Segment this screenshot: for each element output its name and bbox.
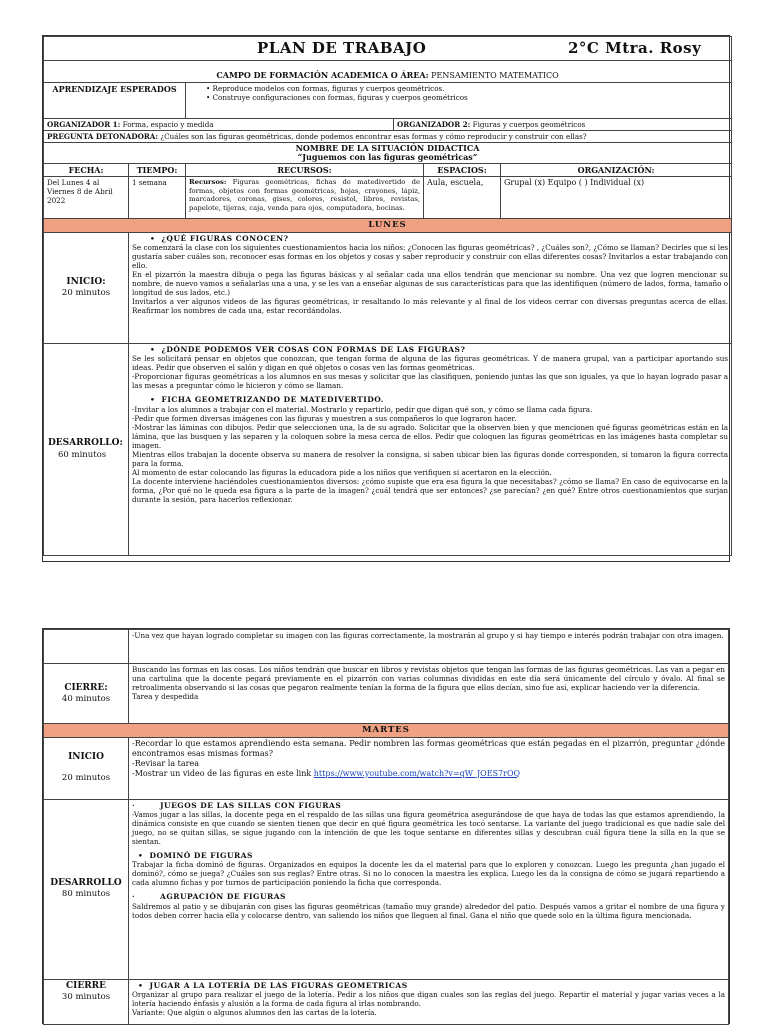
youtube-link[interactable]: https://www.youtube.com/watch?v=qW_JOES7rOQ [313,768,521,778]
paragraph: Buscando las formas en las cosas. Los niños tendrán que buscar en libros y revistas objetos que tengan las formas de las figuras geométricas. Las van a pegar en una cartulina que la docente pegará previamente en el pizarrón con varias columnas divididas en este día será únicamente del círculo y óvalo. Al final se retroalimenta observando si las cosas que pegaron realmente tenían la forma de la figura que ellos decían, sino fue así, explicar haciendo ver la diferencia. [132,665,725,692]
paragraph: Mientras ellos trabajan la docente observa su manera de resolver la consigna, si saben ubicar bien las figuras donde corresponden, si tomaron la figura correcta para la forma. [132,449,729,468]
martes-heading2: • DOMINÓ DE FIGURAS [138,851,253,860]
paragraph: En el pizarrón la maestra dibuja o pega las figuras básicas y al señalar cada una ellos tendrán que mencionar su nombre. Una vez que logren mencionar su nombre, de nuevo vamos a señalarlas una a una, y se les van a enseñar algunas de sus características para que las identifiquen (número de lados, forma, tamaño o longitud de sus lados, etc.) [132,270,729,298]
col-organizacion: ORGANIZACIÓN: [501,164,732,177]
lunes-desarrollo-heading1: • ¿DÓNDE PODEMOS VER COSAS CON FORMAS DE LAS FIGURAS? [150,344,466,354]
paragraph: -Mostrar las láminas con dibujos. Pedir que seleccionen una, la de su agrado. Solicitar que la observen bien y que mencionen qué figuras geométricas están en la lámina, que las busquen y las separen y la coloquen sobre la mesa cerca de ellos. Pedir que coloquen las figuras geométricas en las imágenes hasta completar su imagen. [132,422,729,450]
lunes-inicio-heading: • ¿QUÉ FIGURAS CONOCEN? [150,233,289,243]
organizador2-value: Figuras y cuerpos geométricos [472,119,586,129]
organizador1-value: Forma, espacio y medida [122,119,214,129]
page-2 [42,628,730,1024]
tiempo-value: 1 semana [129,177,186,219]
col-tiempo: TIEMPO: [129,164,186,177]
paragraph: Organizar al grupo para realizar el juego de la lotería. Pedir a los niños que digan cuales son las reglas del juego. Repartir el material y jugar varias veces a la lotería haciendo énfasis y alusión a la forma de cada figura al irlas nombrando. [132,990,725,1008]
martes-inicio-label: INICIO 20 minutos [44,737,129,799]
paragraph: Se les solicitará pensar en objetos que conozcan, que tengan forma de alguna de las figuras geométricas. Y de manera grupal, van a participar aportando sus ideas. Pedir que observen el salón y digan en qué objetos o cosas ven las formas geométricas. [132,354,729,373]
aprendizaje-label: APRENDIZAJE ESPERADOS [44,82,186,118]
aprendizaje-item: • Reproduce modelos con formas, figuras y cuerpos geométricos. [206,84,728,93]
video-line: -Mostrar un video de las figuras en este link https://www.youtube.com/watch?v=qW_JOES7rOQ [132,768,521,778]
lunes-desarrollo-label: DESARROLLO: 60 minutos [44,343,129,555]
paragraph: -Invitar a los alumnos a trabajar con el material. Mostrarlo y repartirlo, pedir que digan qué son, y cómo se llama cada figura. [132,404,593,414]
paragraph: -Proporcionar figuras geométricas a los alumnos en sus mesas y solicitar que las clasifiquen, poniendo juntas las que son iguales, ya que lo hayan logrado pasar a las mesas a preguntar cómo le hicieron y cómo se llaman. [132,372,729,391]
paragraph: -Pedir que formen diversas imágenes con las figuras y muestren a sus compañeros lo que lograron hacer. [132,413,517,423]
pregunta-value: ¿Cuáles son las figuras geométricas, donde podemos encontrar esas formas y cómo reproducir y construir con ellas? [160,131,587,141]
grade-teacher: 2°C Mtra. Rosy [568,39,702,57]
page-1 [42,35,730,562]
paragraph: Se comenzará la clase con los siguientes cuestionamientos hacia los niños: ¿Conocen las figuras geométricas? , ¿Cuáles son?, ¿Cómo se llaman? Decirles que si les gustaría saber cuáles son, reconocer esas formas en los objetos y cosas y saber reproducir y construir con ellas diferentes cosas? Invitarlos a estar trabajando con ello. [132,243,729,271]
campo-value: PENSAMIENTO MATEMATICO [431,70,559,80]
organizador1-label: ORGANIZADOR 1: [47,119,121,129]
day-header-martes: MARTES [44,724,729,738]
martes-heading1: · JUEGOS DE LAS SILLAS CON FIGURAS [132,800,342,810]
martes-desarrollo-label: DESARROLLO 80 minutos [44,799,129,979]
plan-table-1 [43,36,732,556]
paragraph: Saldremos al patio y se dibujarán con gises las figuras geométricas (tamaño muy grande) alrededor del patio. Después vamos a gritar el nombre de una figura y todos deben correr hacia ella y colocarse dentro, van saliendo los niños que lleguen al final. Gana el niño que quede solo en la última figura mencionada. [132,901,725,920]
lunes-desarrollo-continuation: -Una vez que hayan logrado completar su imagen con las figuras correctamente, la mostrarán al grupo y si hay tiempo e interés podrán trabajar con otra imagen. [129,630,729,664]
espacios-value: Aula, escuela, [424,177,501,219]
paragraph: La docente interviene haciéndoles cuestionamientos diversos: ¿cómo supiste que era esa figura la que necesitabas? ¿cómo se llama? En caso de equivocarse en la forma, ¿Por qué no le queda esa figura a la parte de la imagen? ¿cuál tendrá que ser entonces? ¿se parecían? ¿en qué? Entre otros cuestionamientos que surjan durante la sesión, para hacerlos reflexionar. [132,476,729,504]
pregunta-label: PREGUNTA DETONADORA: [47,131,159,141]
col-recursos: RECURSOS: [186,164,424,177]
situacion-label: NOMBRE DE LA SITUACIÓN DIDACTICA [295,142,480,153]
lunes-inicio-label: INICIO: 20 minutos [44,232,129,343]
plan-table-2 [43,629,729,1025]
paragraph: -Revisar la tarea [132,758,199,768]
paragraph: Variante: Que algún o algunos alumnos den las cartas de la lotería. [132,1008,377,1017]
paragraph: -Recordar lo que estamos aprendiendo esta semana. Pedir nombren las formas geométricas que están pegadas en el pizarrón, preguntar ¿dónde encontramos esas mismas formas? [132,738,725,758]
martes-cierre-label: CIERRE 30 minutos [44,979,129,1024]
fecha-value: Del Lunes 4 al Viernes 8 de Abril 2022 [44,177,129,219]
recursos-value: Figuras geométricas, fichas de matedivertido de formas, objetos con formas geométricas, hojas, crayones, lápiz, marcadores, coronas, gises, colores, resistol, libros, revistas, papelote, tijeras, caja, venda para ojos, computadora, bocinas. [189,178,420,212]
paragraph: Trabajar la ficha dominó de figuras. Organizados en equipos la docente les da el material para que lo exploren y conozcan. Luego les pregunta ¿han jugado el dominó?, cómo se juega? ¿Cuáles son sus reglas? Entre otras. Si no lo conocen la maestra les explica. Luego les da la consigna de cómo se jugará repartiendo a cada alumno fichas y por turnos de participación poniendo la ficha que corresponda. [132,860,725,888]
organizador2-label: ORGANIZADOR 2: [397,119,471,129]
lunes-cierre-label: CIERRE: 40 minutos [44,664,129,724]
recursos-label: Recursos: [189,178,227,187]
col-espacios: ESPACIOS: [424,164,501,177]
paragraph: Tarea y despedida [132,692,199,701]
page-title: PLAN DE TRABAJO [257,39,427,57]
paragraph: -Vamos jugar a las sillas, la docente pega en el respaldo de las sillas una figura geométrica asegurándose de que haya de todas las que estamos aprendiendo, la dinámica consiste en que cuando se sienten tienen que decir en qué figura geométrica les tocó sentarse. La variante del juego tradicional es que nadie sale del juego, no se quitan sillas, se sigue jugando con la intención de que les toque sentarse en diferentes sillas y descubran cuál figura tiene la silla en la que se sientan. [132,810,725,846]
aprendizaje-list [206,84,728,102]
organizacion-value: Grupal (x) Equipo ( ) Individual (x) [501,177,732,219]
martes-heading3: · AGRUPACIÓN DE FIGURAS [132,892,286,902]
col-fecha: FECHA: [44,164,129,177]
day-header-lunes: LUNES [44,219,732,233]
martes-cierre-heading: • JUGAR A LA LOTERÍA DE LAS FIGURAS GEOMETRICAS [138,980,408,990]
paragraph: Invitarlos a ver algunos videos de las figuras geométricas, ir resaltando lo más relevante y al final de los videos cerrar con diversas preguntas acerca de ellas. Reafirmar los nombres de cada una, estar recordándolas. [132,297,729,316]
situacion-name: “Juguemos con las figuras geométricas” [297,151,478,162]
paragraph: Al momento de estar colocando las figuras la educadora pide a los niños que verifiquen si acertaron en la elección. [132,467,552,477]
lunes-desarrollo-heading2: • FICHA GEOMETRIZANDO DE MATEDIVERTIDO. [150,395,384,405]
campo-label: CAMPO DE FORMACIÓN ACADEMICA O ÁREA: [216,69,429,80]
aprendizaje-item: • Construye configuraciones con formas, figuras y cuerpos geométricos [206,93,728,102]
